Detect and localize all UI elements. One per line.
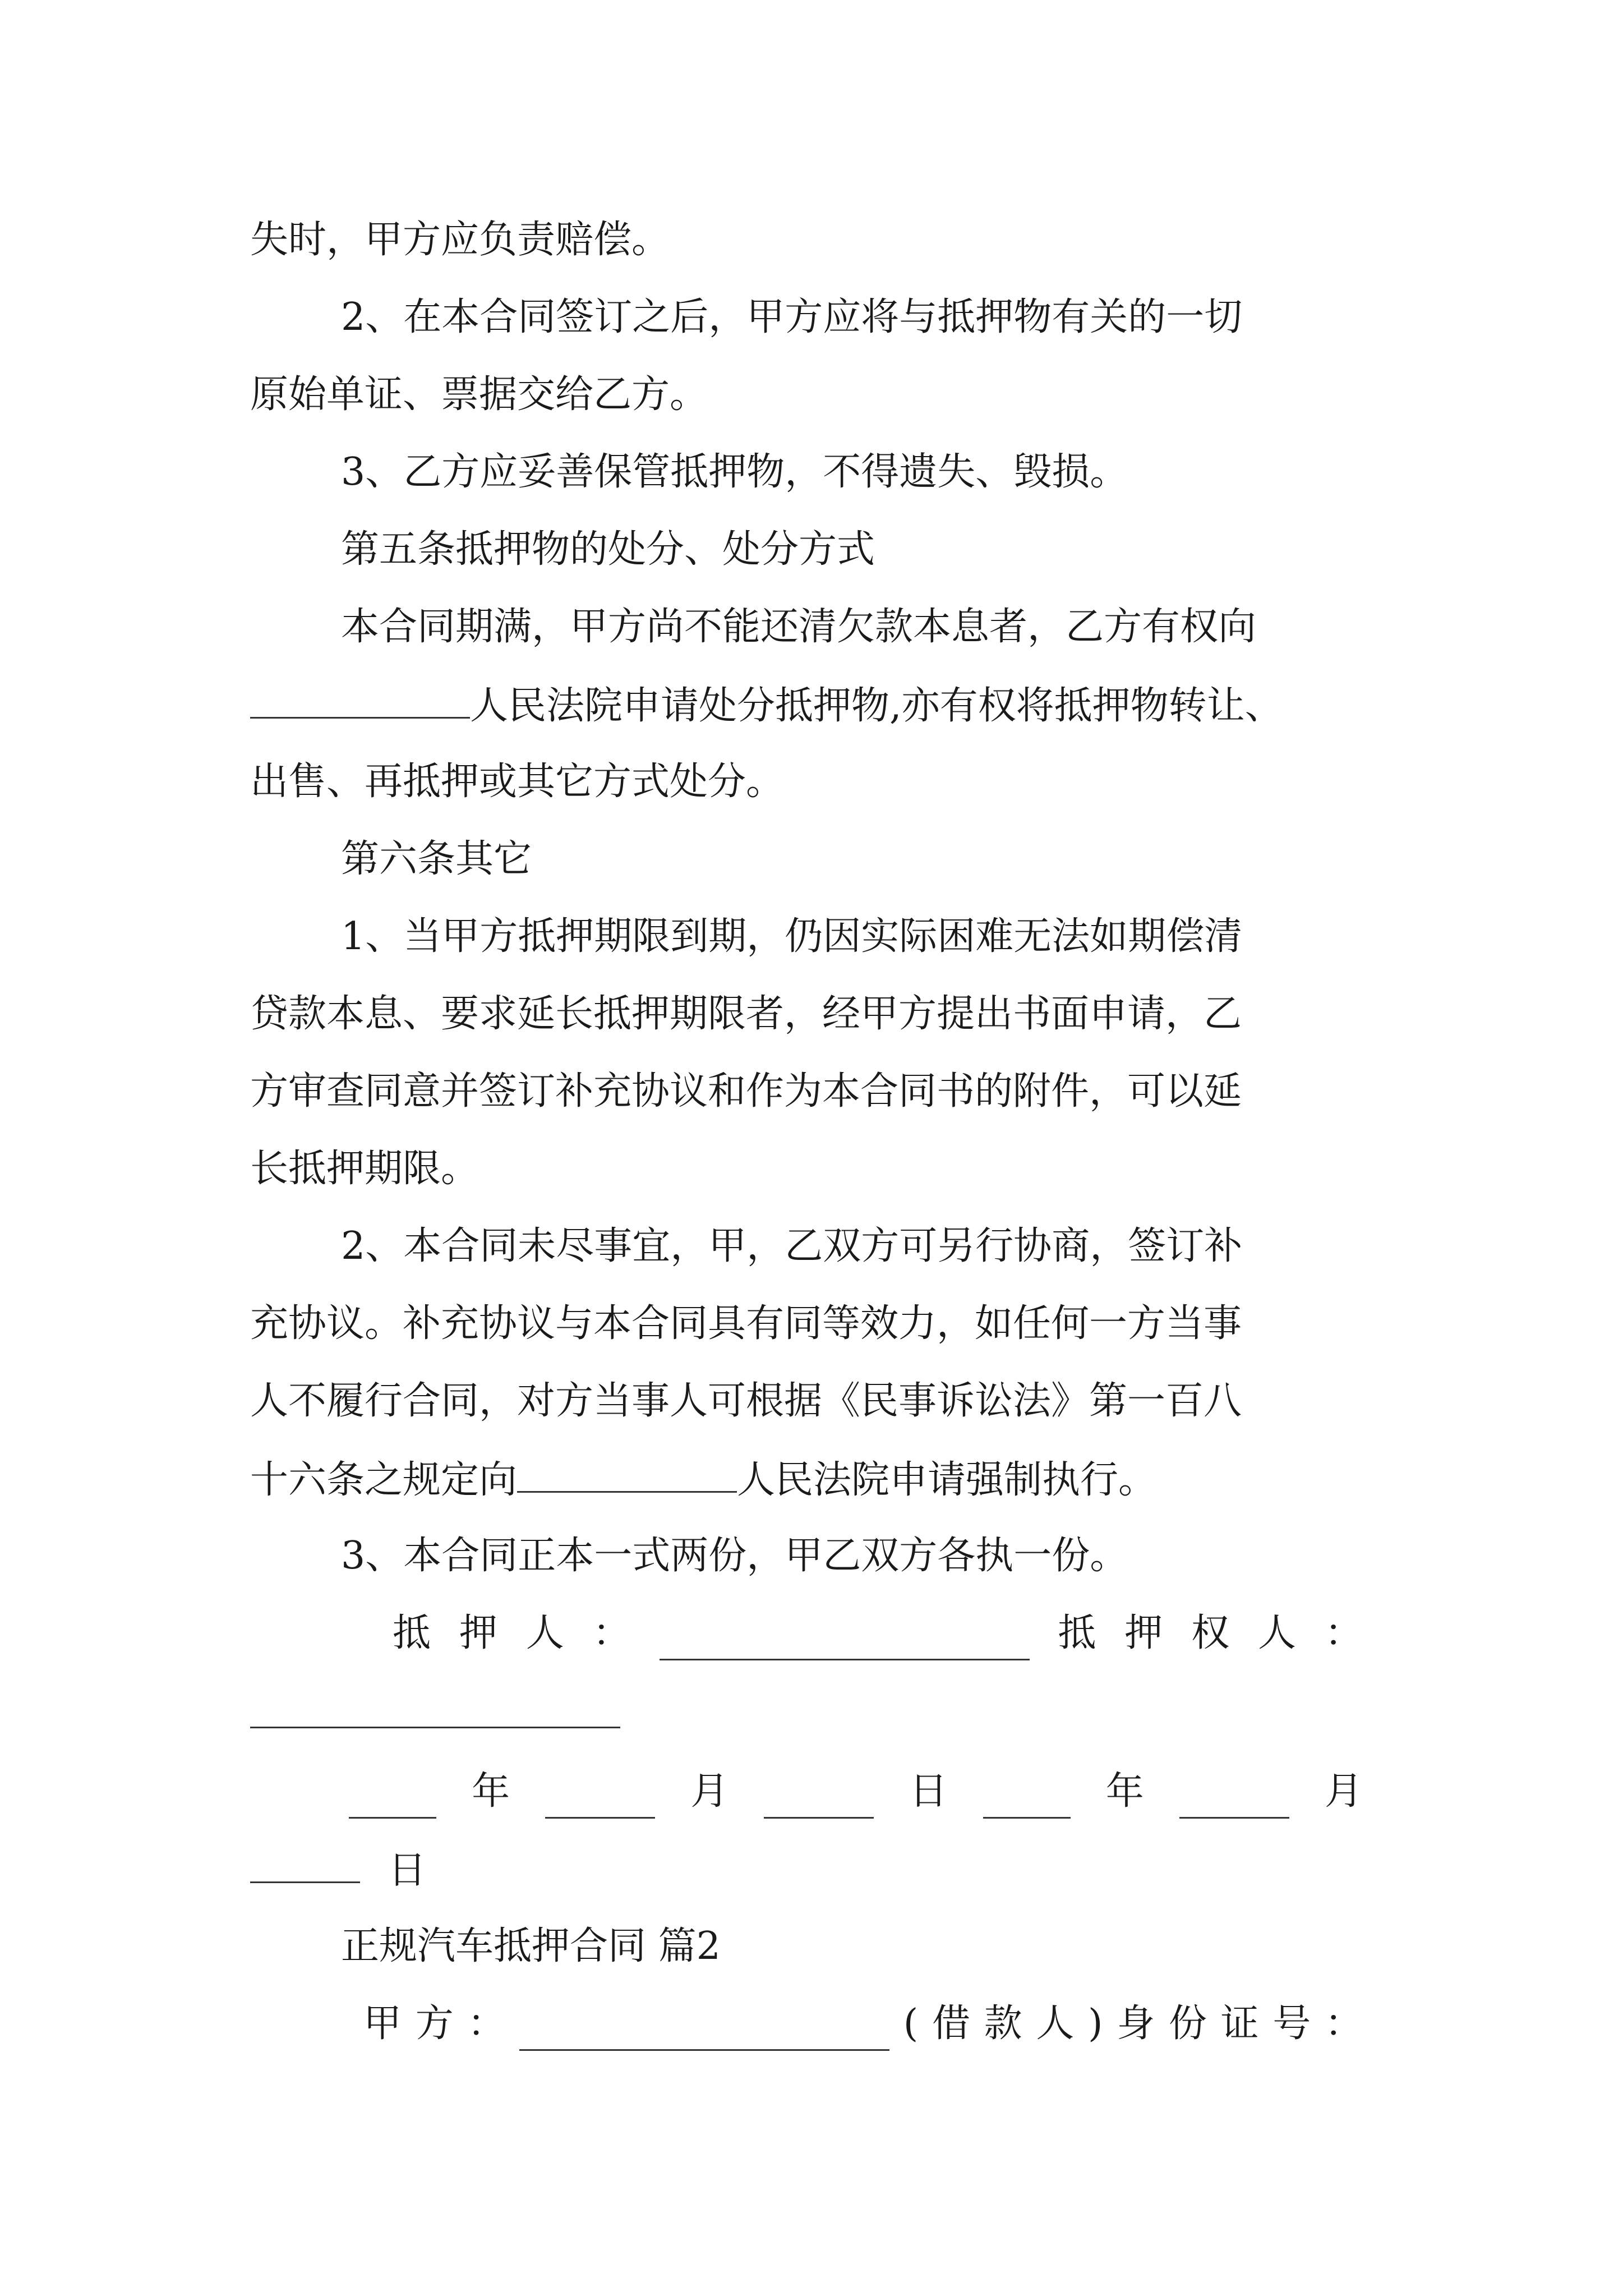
mortgagor-signature-blank <box>660 1619 1030 1660</box>
text-line-with-blank <box>250 1842 1394 1896</box>
year-label: 年 <box>1105 1769 1144 1814</box>
fill-in-blank <box>517 1452 737 1493</box>
day-blank <box>764 1778 874 1819</box>
mortgagor-label-char: 抵 <box>393 1611 431 1655</box>
text-line: 1、当甲方抵押期限到期，仍因实际困难无法如期偿清 <box>341 914 1243 959</box>
text-line: 3、乙方应妥善保管抵押物，不得遗失、毁损。 <box>341 450 1128 494</box>
id-label-char: 号 <box>1272 2001 1311 2046</box>
section-heading: 第六条其它 <box>341 837 532 881</box>
month-label: 月 <box>690 1769 729 1814</box>
text-line: 本合同期满，甲方尚不能还清欠款本息者，乙方有权向 <box>341 605 1257 649</box>
mortgagee-label-char: 押 <box>1124 1611 1163 1655</box>
text-line: 原始单证、票据交给乙方。 <box>250 372 708 417</box>
text-line: 长抵押期限。 <box>250 1147 479 1191</box>
signature-line <box>393 1607 1363 1660</box>
text-line-with-blank <box>250 1452 1394 1506</box>
text-line-with-blank <box>250 678 1394 731</box>
text-line: 2、本合同未尽事宜，甲，乙双方可另行协商，签订补 <box>341 1224 1243 1268</box>
text-fragment: 人民法院申请强制执行。 <box>737 1458 1157 1502</box>
mortgagee-label-char: 抵 <box>1058 1611 1096 1655</box>
borrower-label-char: ) <box>1088 2001 1103 2046</box>
text-line: 出售、再抵押或其它方式处分。 <box>250 760 785 804</box>
day-blank <box>250 1842 360 1883</box>
borrower-label-char: 借 <box>932 2001 970 2046</box>
id-label-char: 份 <box>1168 2001 1207 2046</box>
mortgagor-label-char: 押 <box>459 1611 497 1655</box>
year-blank <box>983 1778 1071 1819</box>
borrower-label-char: 人 <box>1036 2001 1075 2046</box>
mortgagee-signature-blank <box>250 1687 620 1728</box>
year-label: 年 <box>472 1769 510 1814</box>
month-blank <box>545 1778 655 1819</box>
id-label-char: 证 <box>1220 2001 1259 2046</box>
section-title: 正规汽车抵押合同 篇2 <box>341 1924 721 1968</box>
text-line: 2、在本合同签订之后，甲方应将与抵押物有关的一切 <box>341 295 1243 339</box>
day-label: 日 <box>909 1769 948 1814</box>
month-label: 月 <box>1324 1769 1363 1814</box>
text-line: 充协议。补充协议与本合同具有同等效力，如任何一方当事 <box>250 1301 1242 1346</box>
party-a-label-char: ： <box>467 2001 506 2046</box>
party-a-label-char: 甲 <box>363 2001 402 2046</box>
party-a-label-char: 方 <box>415 2001 454 2046</box>
mortgagee-label-char: 人 <box>1257 1611 1296 1655</box>
text-line-with-blank <box>250 1687 1394 1741</box>
mortgagor-label-char: 人 <box>525 1611 564 1655</box>
text-line: 贷款本息、要求延长抵押期限者，经甲方提出书面申请，乙 <box>250 992 1242 1036</box>
fill-in-blank <box>250 678 470 719</box>
mortgagor-label-char: ： <box>592 1611 631 1655</box>
party-a-line <box>363 1997 1363 2051</box>
borrower-label-char: ( <box>903 2001 919 2046</box>
text-line: 失时，甲方应负责赔偿。 <box>250 218 670 262</box>
id-label-char: 身 <box>1117 2001 1155 2046</box>
id-label-char: ： <box>1324 2001 1363 2046</box>
party-a-name-blank <box>519 2010 889 2051</box>
year-blank <box>349 1778 436 1819</box>
borrower-label-char: 款 <box>984 2001 1022 2046</box>
text-line: 3、本合同正本一式两份，甲乙双方各执一份。 <box>341 1534 1128 1578</box>
text-fragment: 人民法院申请处分抵押物,亦有权将抵押物转让、 <box>470 684 1283 728</box>
mortgagee-label-char: ： <box>1324 1611 1363 1655</box>
text-line: 方审查同意并签订补充协议和作为本合同书的附件，可以延 <box>250 1069 1242 1114</box>
month-blank <box>1179 1778 1289 1819</box>
text-fragment: 十六条之规定向 <box>250 1458 518 1502</box>
text-line: 人不履行合同，对方当事人可根据《民事诉讼法》第一百八 <box>250 1379 1242 1423</box>
mortgagee-label-char: 权 <box>1191 1611 1230 1655</box>
day-label: 日 <box>388 1848 427 1893</box>
date-line <box>349 1765 1363 1819</box>
section-heading: 第五条抵押物的处分、处分方式 <box>341 527 875 572</box>
